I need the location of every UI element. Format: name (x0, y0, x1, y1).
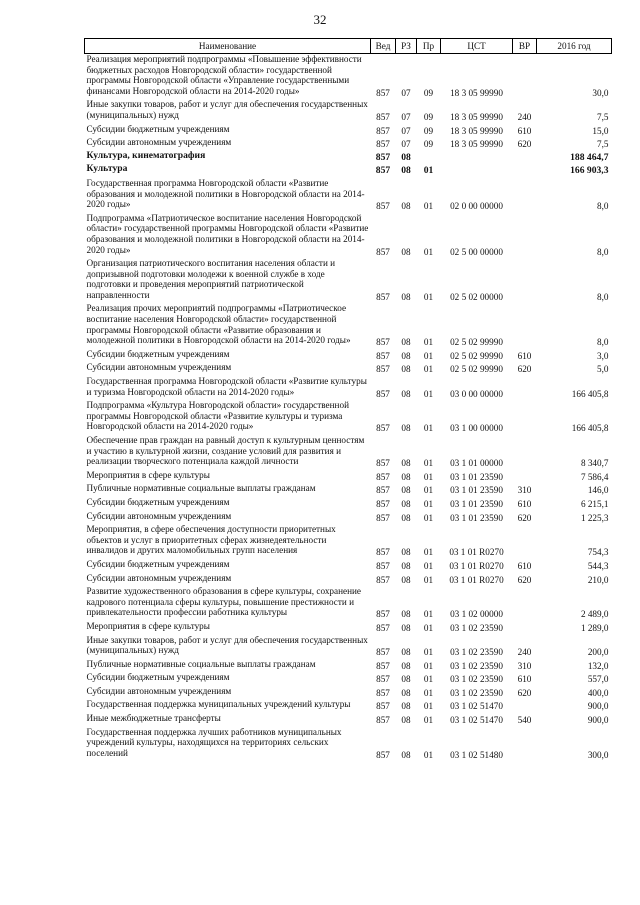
cell-sum: 7 586,4 (580, 471, 609, 482)
cell-rz: 07 (401, 87, 411, 98)
cell-name: Субсидии автономным учреждениям (86, 362, 232, 373)
cell-vr: 620 (517, 139, 532, 150)
cell-ved: 857 (376, 660, 390, 671)
cell-sum: 544,3 (587, 560, 609, 571)
cell-pr: 01 (423, 660, 434, 671)
cell-pr: 09 (423, 111, 434, 122)
table-row (85, 124, 612, 138)
cell-name: Публичные нормативные социальные выплаты гражданам (86, 658, 316, 669)
table-body (85, 54, 612, 762)
cell-cst: 03 1 00 00000 (450, 423, 503, 434)
page-number: 32 (313, 12, 327, 27)
cell-sum: 300,0 (587, 749, 609, 760)
cell-pr: 01 (423, 291, 434, 302)
table-row (85, 727, 612, 762)
cell-vr: 240 (517, 647, 532, 658)
cell-pr: 01 (423, 647, 434, 658)
cell-rz: 08 (401, 350, 411, 361)
cell-sum: 900,0 (587, 701, 609, 712)
table-row (85, 303, 612, 348)
cell-cst: 03 1 01 23590 (450, 498, 503, 509)
cell-cst: 02 5 02 00000 (450, 291, 503, 302)
cell-name: Реализация мероприятий подпрограммы «Повышение эффективности бюджетных расходов Новгородской области» государственной программы Новгородской области «Управление государственными финансами Новгородской области на 2014-2020 годы» (86, 54, 362, 96)
table-row (85, 349, 612, 363)
cell-cst: 03 1 01 R0270 (449, 547, 504, 558)
cell-ved: 857 (375, 165, 391, 177)
cell-ved: 857 (376, 622, 390, 633)
cell-pr: 01 (423, 337, 434, 348)
cell-name: Культура, кинематография (86, 149, 206, 161)
cell-vr (513, 699, 537, 713)
cell-pr: 01 (423, 609, 434, 620)
cell-cst (441, 164, 513, 178)
cell-name: Субсидии бюджетным учреждениям (86, 348, 230, 359)
table-row (85, 699, 612, 713)
cell-sum: 166 405,8 (571, 423, 609, 434)
table-row (85, 686, 612, 700)
cell-ved: 857 (376, 647, 390, 658)
cell-ved: 857 (376, 87, 390, 98)
table-row (85, 213, 612, 258)
cell-vr (513, 213, 537, 258)
cell-pr: 01 (423, 749, 434, 760)
table-row (85, 99, 612, 123)
cell-ved: 857 (376, 547, 390, 558)
cell-cst: 02 0 00 00000 (450, 201, 503, 212)
cell-rz: 08 (401, 471, 411, 482)
cell-vr (513, 524, 537, 559)
budget-table (84, 38, 612, 761)
cell-rz: 08 (401, 560, 411, 571)
cell-pr: 01 (423, 715, 434, 726)
cell-sum: 754,3 (587, 547, 609, 558)
table-row (85, 470, 612, 484)
cell-rz: 08 (401, 364, 411, 375)
cell-ved: 857 (376, 701, 390, 712)
cell-sum: 146,0 (587, 485, 609, 496)
table-row (85, 376, 612, 400)
table-row (85, 621, 612, 635)
cell-cst: 03 1 02 51480 (450, 749, 503, 760)
cell-ved: 857 (376, 574, 390, 585)
cell-rz: 08 (401, 622, 411, 633)
cell-vr (513, 586, 537, 621)
cell-cst: 18 3 05 99990 (450, 111, 503, 122)
cell-sum: 1 289,0 (580, 622, 609, 633)
cell-vr: 620 (517, 512, 532, 523)
cell-name: Государственная поддержка лучших работников муниципальных учреждений культуры, находящихся на территориях сельских поселений (86, 726, 342, 758)
cell-cst: 18 3 05 99990 (450, 139, 503, 150)
cell-name: Иные закупки товаров, работ и услуг для обеспечения государственных (муниципальных) нужд (86, 634, 368, 656)
table-row (85, 400, 612, 435)
table-row (85, 511, 612, 525)
cell-vr (513, 178, 537, 213)
table-row (85, 524, 612, 559)
table-header-row (85, 39, 612, 54)
cell-vr: 310 (517, 485, 532, 496)
table-row (85, 178, 612, 213)
cell-pr: 01 (423, 364, 434, 375)
cell-pr: 09 (423, 125, 434, 136)
cell-ved: 857 (376, 201, 390, 212)
cell-ved: 857 (376, 674, 390, 685)
header-ved: Вед (371, 39, 396, 54)
cell-pr: 01 (423, 485, 434, 496)
cell-name: Иные закупки товаров, работ и услуг для обеспечения государственных (муниципальных) нужд (86, 99, 368, 120)
cell-rz: 08 (401, 715, 411, 726)
cell-ved: 857 (376, 125, 390, 136)
cell-cst: 02 5 02 99990 (450, 364, 503, 375)
cell-cst: 18 3 05 99990 (450, 125, 503, 136)
cell-vr: 310 (517, 660, 532, 671)
cell-rz: 08 (401, 674, 411, 685)
header-name: Наименование (85, 39, 371, 54)
cell-name: Субсидии автономным учреждениям (86, 685, 232, 696)
cell-vr: 610 (517, 350, 532, 361)
cell-sum: 166 405,8 (571, 388, 609, 399)
table-row (85, 573, 612, 587)
cell-pr: 09 (423, 87, 434, 98)
cell-name: Иные межбюджетные трансферты (86, 713, 221, 724)
cell-ved: 857 (376, 485, 390, 496)
cell-vr: 610 (517, 125, 532, 136)
cell-vr: 620 (517, 364, 532, 375)
header-pr: Пр (417, 39, 441, 54)
cell-name: Субсидии автономным учреждениям (86, 510, 232, 521)
cell-cst: 18 3 05 99990 (450, 87, 503, 98)
cell-ved: 857 (376, 388, 390, 399)
cell-vr (513, 376, 537, 400)
cell-cst: 03 1 01 00000 (450, 458, 503, 469)
cell-ved: 857 (375, 151, 391, 163)
cell-cst: 02 5 02 99990 (450, 337, 503, 348)
cell-rz: 07 (401, 111, 411, 122)
cell-vr (513, 258, 537, 303)
cell-name: Субсидии бюджетным учреждениям (86, 496, 230, 507)
cell-rz: 08 (401, 749, 411, 760)
table-row (85, 483, 612, 497)
header-sum: 2016 год (537, 39, 612, 54)
cell-ved: 857 (376, 337, 390, 348)
cell-rz: 08 (401, 485, 411, 496)
cell-vr (513, 470, 537, 484)
cell-cst: 03 1 01 R0270 (449, 560, 504, 571)
table-row (85, 586, 612, 621)
cell-ved: 857 (376, 512, 390, 523)
cell-cst: 03 1 02 23590 (450, 622, 503, 633)
cell-cst: 02 5 00 00000 (450, 246, 503, 257)
cell-ved: 857 (376, 458, 390, 469)
cell-name: Организация патриотического воспитания населения области и допризывной подготовки молодежи к военной службе в ходе подготовки и проведения мероприятий патриотической направленности (86, 258, 336, 300)
table-row (85, 659, 612, 673)
table-row (85, 54, 612, 100)
cell-sum: 15,0 (592, 125, 609, 136)
cell-rz: 08 (401, 165, 411, 177)
cell-vr (513, 435, 537, 470)
cell-vr (513, 303, 537, 348)
cell-rz: 07 (401, 139, 411, 150)
cell-rz: 07 (401, 125, 411, 136)
cell-vr: 610 (517, 674, 532, 685)
cell-ved: 857 (376, 139, 390, 150)
header-cst: ЦСТ (441, 39, 513, 54)
table-row (85, 362, 612, 376)
cell-sum: 8,0 (597, 201, 609, 212)
cell-name: Обеспечение прав граждан на равный доступ к культурным ценностям и участию в культурной жизни, создание условий для развития и реализации творческого потенциала каждой личности (86, 435, 365, 467)
cell-ved: 857 (376, 291, 390, 302)
cell-name: Мероприятия в сфере культуры (86, 469, 210, 480)
cell-cst: 03 1 01 23590 (450, 485, 503, 496)
cell-name: Подпрограмма «Патриотическое воспитание населения Новгородской области» государственной программы Новгородской области «Развитие образования и молодежной политики в Новгородской области на 2014-2020 годы» (86, 212, 369, 255)
cell-pr: 01 (423, 350, 434, 361)
cell-pr (417, 151, 441, 165)
header-vr: ВР (513, 39, 537, 54)
cell-pr: 01 (423, 246, 434, 257)
cell-name: Мероприятия в сфере культуры (86, 620, 210, 631)
cell-ved: 857 (376, 609, 390, 620)
cell-sum: 3,0 (597, 350, 609, 361)
cell-pr: 01 (423, 388, 434, 399)
cell-vr: 620 (517, 574, 532, 585)
cell-sum: 132,0 (587, 660, 609, 671)
cell-pr: 01 (423, 574, 434, 585)
cell-pr: 01 (423, 458, 434, 469)
cell-sum: 7,5 (597, 111, 609, 122)
cell-ved: 857 (376, 560, 390, 571)
cell-pr: 09 (423, 139, 434, 150)
table-row (85, 713, 612, 727)
table-row (85, 164, 612, 178)
table-row (85, 672, 612, 686)
cell-name: Государственная программа Новгородской области «Развитие образования и молодежной политики в Новгородской области на 2014-2020 годы» (86, 177, 365, 210)
cell-vr: 540 (517, 715, 532, 726)
cell-cst: 03 1 02 23590 (450, 687, 503, 698)
cell-cst: 03 1 02 23590 (450, 647, 503, 658)
cell-ved: 857 (376, 471, 390, 482)
table-row (85, 635, 612, 659)
cell-cst: 03 0 00 00000 (450, 388, 503, 399)
cell-sum: 166 903,3 (570, 165, 609, 177)
cell-name: Государственная программа Новгородской области «Развитие культуры и туризма Новгородской области на 2014-2020 годы» (86, 376, 367, 397)
cell-pr: 01 (423, 165, 434, 177)
cell-vr (513, 164, 537, 178)
cell-name: Публичные нормативные социальные выплаты гражданам (86, 483, 316, 494)
cell-name: Мероприятия, в сфере обеспечения доступности приоритетных объектов и услуг в приоритетных сферах жизнедеятельности инвалидов и других маломобильных групп населения (86, 524, 336, 556)
cell-rz: 08 (401, 547, 411, 558)
cell-pr: 01 (423, 512, 434, 523)
cell-sum: 2 489,0 (580, 609, 609, 620)
table-row (85, 151, 612, 165)
header-rz: РЗ (396, 39, 417, 54)
cell-rz: 08 (401, 337, 411, 348)
cell-name: Реализация прочих мероприятий подпрограммы «Патриотическое воспитание населения Новгородской области» государственной программы Новгородской области «Развитие образования и молодежной политики в Новгородской области на 2014-2020 годы» (86, 303, 351, 346)
cell-cst: 03 1 02 23590 (450, 660, 503, 671)
cell-ved: 857 (376, 364, 390, 375)
cell-pr: 01 (423, 547, 434, 558)
cell-pr: 01 (423, 471, 434, 482)
cell-rz: 08 (401, 701, 411, 712)
cell-name: Государственная поддержка муниципальных учреждений культуры (86, 699, 351, 710)
cell-cst: 03 1 02 51470 (450, 715, 503, 726)
cell-sum: 8,0 (597, 337, 609, 348)
cell-cst: 03 1 01 R0270 (449, 574, 504, 585)
cell-rz: 08 (401, 201, 411, 212)
cell-pr: 01 (423, 687, 434, 698)
cell-cst: 03 1 01 23590 (450, 471, 503, 482)
cell-name: Субсидии бюджетным учреждениям (86, 558, 230, 569)
cell-sum: 188 464,7 (570, 151, 609, 163)
cell-rz: 08 (401, 647, 411, 658)
cell-sum: 7,5 (597, 139, 609, 150)
cell-vr: 240 (517, 111, 532, 122)
cell-pr: 01 (423, 701, 434, 712)
cell-ved: 857 (376, 111, 390, 122)
cell-ved: 857 (376, 246, 390, 257)
cell-sum: 8,0 (597, 246, 609, 257)
table-row (85, 137, 612, 151)
cell-sum: 557,0 (587, 674, 609, 685)
cell-rz: 08 (401, 458, 411, 469)
cell-cst (441, 151, 513, 165)
cell-cst: 03 1 01 23590 (450, 512, 503, 523)
cell-pr: 01 (423, 201, 434, 212)
cell-rz: 08 (401, 291, 411, 302)
cell-rz: 08 (401, 512, 411, 523)
cell-rz: 08 (401, 687, 411, 698)
cell-vr: 610 (517, 560, 532, 571)
cell-name: Субсидии автономным учреждениям (86, 572, 232, 583)
cell-sum: 400,0 (587, 687, 609, 698)
cell-sum: 5,0 (597, 364, 609, 375)
cell-vr: 620 (517, 687, 532, 698)
cell-pr: 01 (423, 674, 434, 685)
cell-sum: 6 215,1 (580, 498, 609, 509)
cell-vr (513, 400, 537, 435)
cell-rz: 08 (401, 498, 411, 509)
cell-rz: 08 (401, 574, 411, 585)
table-row (85, 559, 612, 573)
cell-cst: 03 1 02 00000 (450, 609, 503, 620)
cell-name: Субсидии бюджетным учреждениям (86, 123, 230, 134)
cell-vr (513, 151, 537, 165)
cell-ved: 857 (376, 350, 390, 361)
cell-ved: 857 (376, 423, 390, 434)
cell-rz: 08 (401, 151, 411, 163)
cell-pr: 01 (423, 622, 434, 633)
cell-name: Подпрограмма «Культура Новгородской области» государственной программы Новгородской области «Развитие культуры и туризма Новгородской области на 2014-2020 годы» (86, 400, 349, 432)
cell-ved: 857 (376, 749, 390, 760)
cell-sum: 8,0 (597, 291, 609, 302)
cell-name: Культура (86, 163, 128, 175)
cell-vr (513, 54, 537, 100)
cell-sum: 30,0 (592, 87, 609, 98)
cell-cst: 03 1 02 51470 (450, 701, 503, 712)
cell-rz: 08 (401, 609, 411, 620)
cell-ved: 857 (376, 715, 390, 726)
cell-name: Субсидии автономным учреждениям (86, 137, 232, 148)
cell-rz: 08 (401, 423, 411, 434)
cell-rz: 08 (401, 388, 411, 399)
cell-pr: 01 (423, 498, 434, 509)
cell-name: Развитие художественного образования в сфере культуры, сохранение кадрового потенциала сферы культуры, повышение престижности и привлекательности профессии работника культуры (86, 586, 362, 618)
cell-vr (513, 621, 537, 635)
cell-sum: 8 340,7 (580, 458, 609, 469)
cell-cst: 03 1 02 23590 (450, 674, 503, 685)
cell-sum: 200,0 (587, 647, 609, 658)
cell-cst: 02 5 02 99990 (450, 350, 503, 361)
table-row (85, 435, 612, 470)
cell-rz: 08 (401, 246, 411, 257)
cell-pr: 01 (423, 560, 434, 571)
table-row (85, 258, 612, 303)
cell-vr: 610 (517, 498, 532, 509)
cell-sum: 1 225,3 (580, 512, 609, 523)
cell-pr: 01 (423, 423, 434, 434)
cell-sum: 210,0 (587, 574, 609, 585)
cell-ved: 857 (376, 498, 390, 509)
cell-rz: 08 (401, 660, 411, 671)
cell-sum: 900,0 (587, 715, 609, 726)
cell-vr (513, 727, 537, 762)
cell-ved: 857 (376, 687, 390, 698)
cell-name: Субсидии бюджетным учреждениям (86, 672, 230, 683)
table-row (85, 497, 612, 511)
